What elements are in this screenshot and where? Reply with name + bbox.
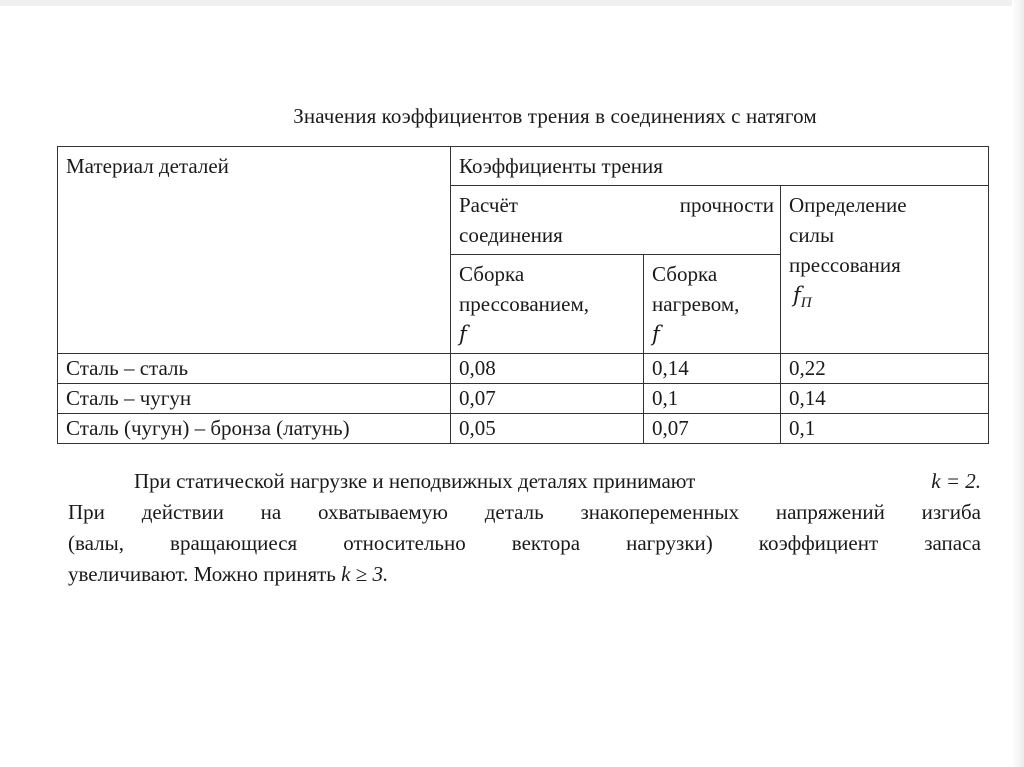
formula-k-geq-3: k ≥ 3. <box>341 562 389 586</box>
header-press-force-3: прессования <box>789 253 901 277</box>
cell-force: 0,1 <box>781 414 989 444</box>
formula-k-equals-2: k = 2. <box>931 469 981 493</box>
para-line-3: (валы, вращающиеся относительно вектора нагрузки) коэффициент запаса <box>68 531 981 555</box>
para-line-1 <box>68 466 981 497</box>
header-press-force <box>781 186 989 354</box>
table-row <box>58 414 989 444</box>
header-assembly-press <box>451 255 644 354</box>
slide-top-edge <box>0 0 1024 6</box>
header-strength-calc <box>451 186 781 255</box>
cell-force: 0,14 <box>781 384 989 414</box>
table-row <box>58 354 989 384</box>
header-row-1 <box>58 147 989 186</box>
cell-material: Сталь (чугун) – бронза (латунь) <box>58 414 451 444</box>
cell-heat: 0,1 <box>644 384 781 414</box>
header-press-force-1: Определение <box>789 193 907 217</box>
symbol-f-p-sub: П <box>800 295 812 311</box>
table-row <box>58 384 989 414</box>
body-paragraph <box>68 466 981 590</box>
header-strength-word1: Расчёт <box>459 193 518 217</box>
para-text-1: При статической нагрузке и неподвижных деталях принимают <box>134 469 696 493</box>
para-line-4 <box>68 559 981 590</box>
cell-heat: 0,07 <box>644 414 781 444</box>
header-coefficients: Коэффициенты трения <box>451 147 989 186</box>
cell-material: Сталь – сталь <box>58 354 451 384</box>
header-press-force-2: силы <box>789 223 835 247</box>
para-text-4: увеличивают. Можно принять <box>68 562 336 586</box>
symbol-f-press: f <box>459 322 467 346</box>
header-assembly-heat-2: нагревом, <box>652 292 740 316</box>
header-assembly-heat-1: Сборка <box>652 262 718 286</box>
friction-table <box>57 146 989 444</box>
para-line-2: При действии на охватываемую деталь знакопеременных напряжений изгиба <box>68 500 981 524</box>
table-title: Значения коэффициентов трения в соединениях с натягом <box>293 104 817 128</box>
header-assembly-press-1: Сборка <box>459 262 525 286</box>
symbol-f-heat: f <box>652 322 660 346</box>
symbol-f-p: f <box>793 283 801 307</box>
header-strength-word3: соединения <box>459 223 563 247</box>
cell-press: 0,08 <box>451 354 644 384</box>
cell-press: 0,05 <box>451 414 644 444</box>
header-assembly-heat <box>644 255 781 354</box>
cell-force: 0,22 <box>781 354 989 384</box>
cell-material: Сталь – чугун <box>58 384 451 414</box>
cell-heat: 0,14 <box>644 354 781 384</box>
header-material: Материал деталей <box>58 147 451 354</box>
header-strength-word2: прочности <box>679 193 774 217</box>
header-assembly-press-2: прессованием, <box>459 292 590 316</box>
cell-press: 0,07 <box>451 384 644 414</box>
